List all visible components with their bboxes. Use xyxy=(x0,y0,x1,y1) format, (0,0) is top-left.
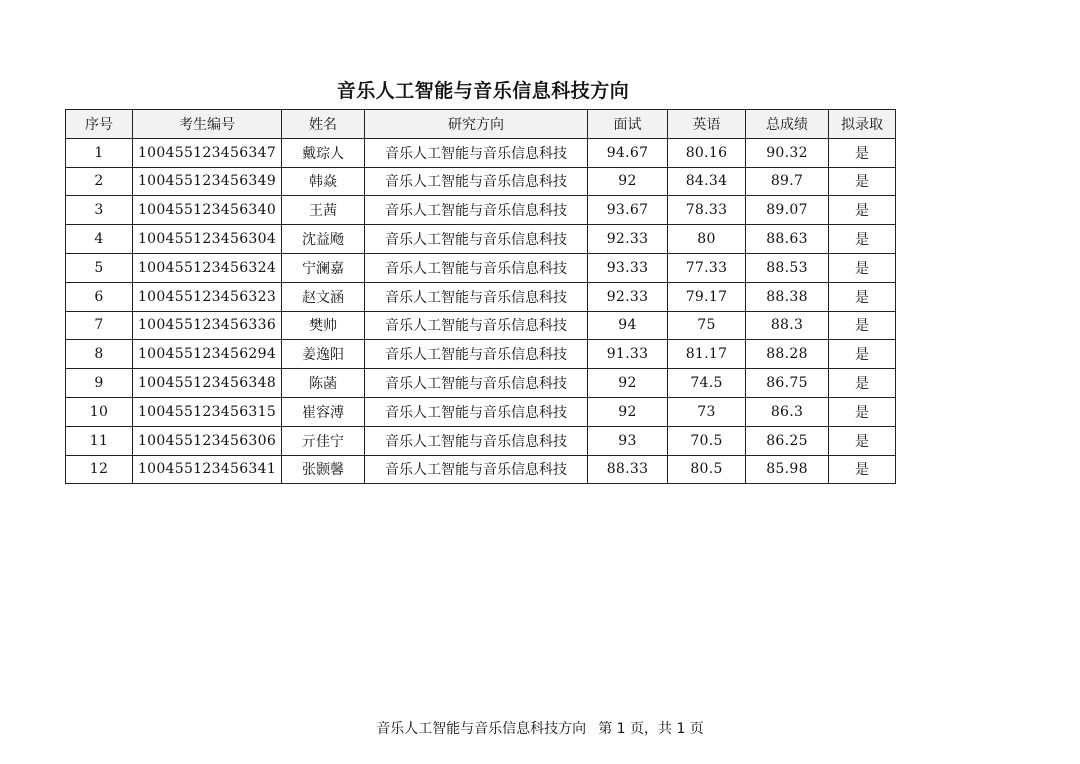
cell-name: 崔容溥 xyxy=(282,397,365,426)
cell-index: 11 xyxy=(66,426,133,455)
cell-candidate-id: 100455123456306 xyxy=(133,426,282,455)
cell-interview: 92 xyxy=(588,167,668,196)
header-row xyxy=(66,110,896,139)
cell-total-score: 90.32 xyxy=(746,138,829,167)
cell-admitted: 是 xyxy=(829,426,896,455)
table-row xyxy=(66,311,896,340)
footer-section: 音乐人工智能与音乐信息科技方向 xyxy=(376,721,587,737)
cell-index: 8 xyxy=(66,340,133,369)
cell-english: 74.5 xyxy=(668,369,746,398)
cell-research-direction: 音乐人工智能与音乐信息科技 xyxy=(365,369,588,398)
header-index: 序号 xyxy=(66,110,133,139)
table-row xyxy=(66,426,896,455)
cell-index: 1 xyxy=(66,138,133,167)
header-candidate-id: 考生编号 xyxy=(133,110,282,139)
cell-admitted: 是 xyxy=(829,369,896,398)
cell-candidate-id: 100455123456304 xyxy=(133,225,282,254)
table-row xyxy=(66,397,896,426)
cell-index: 4 xyxy=(66,225,133,254)
cell-index: 7 xyxy=(66,311,133,340)
cell-research-direction: 音乐人工智能与音乐信息科技 xyxy=(365,225,588,254)
cell-name: 赵文涵 xyxy=(282,282,365,311)
cell-english: 81.17 xyxy=(668,340,746,369)
page-footer xyxy=(0,718,1080,738)
cell-total-score: 88.3 xyxy=(746,311,829,340)
cell-index: 6 xyxy=(66,282,133,311)
cell-research-direction: 音乐人工智能与音乐信息科技 xyxy=(365,311,588,340)
cell-index: 12 xyxy=(66,455,133,484)
cell-english: 80.16 xyxy=(668,138,746,167)
cell-candidate-id: 100455123456347 xyxy=(133,138,282,167)
table-row xyxy=(66,138,896,167)
cell-name: 王茜 xyxy=(282,196,365,225)
cell-admitted: 是 xyxy=(829,397,896,426)
cell-index: 10 xyxy=(66,397,133,426)
header-english: 英语 xyxy=(668,110,746,139)
cell-admitted: 是 xyxy=(829,225,896,254)
table-body xyxy=(66,138,896,484)
cell-candidate-id: 100455123456349 xyxy=(133,167,282,196)
cell-interview: 88.33 xyxy=(588,455,668,484)
cell-name: 戴琮人 xyxy=(282,138,365,167)
table-row xyxy=(66,196,896,225)
cell-name: 张颢馨 xyxy=(282,455,365,484)
cell-interview: 92.33 xyxy=(588,282,668,311)
cell-english: 73 xyxy=(668,397,746,426)
cell-candidate-id: 100455123456341 xyxy=(133,455,282,484)
cell-name: 韩焱 xyxy=(282,167,365,196)
cell-candidate-id: 100455123456336 xyxy=(133,311,282,340)
cell-research-direction: 音乐人工智能与音乐信息科技 xyxy=(365,253,588,282)
table-row xyxy=(66,340,896,369)
cell-research-direction: 音乐人工智能与音乐信息科技 xyxy=(365,138,588,167)
cell-name: 姜逸阳 xyxy=(282,340,365,369)
cell-total-score: 89.7 xyxy=(746,167,829,196)
cell-english: 75 xyxy=(668,311,746,340)
cell-candidate-id: 100455123456294 xyxy=(133,340,282,369)
cell-candidate-id: 100455123456340 xyxy=(133,196,282,225)
cell-interview: 92 xyxy=(588,397,668,426)
cell-name: 沈益飏 xyxy=(282,225,365,254)
table-row xyxy=(66,282,896,311)
cell-research-direction: 音乐人工智能与音乐信息科技 xyxy=(365,455,588,484)
page-title: 音乐人工智能与音乐信息科技方向 xyxy=(336,80,630,102)
header-admitted: 拟录取 xyxy=(829,110,896,139)
cell-interview: 93 xyxy=(588,426,668,455)
cell-total-score: 88.63 xyxy=(746,225,829,254)
cell-admitted: 是 xyxy=(829,340,896,369)
cell-admitted: 是 xyxy=(829,455,896,484)
cell-english: 79.17 xyxy=(668,282,746,311)
cell-english: 77.33 xyxy=(668,253,746,282)
cell-admitted: 是 xyxy=(829,196,896,225)
cell-total-score: 86.25 xyxy=(746,426,829,455)
cell-research-direction: 音乐人工智能与音乐信息科技 xyxy=(365,426,588,455)
cell-research-direction: 音乐人工智能与音乐信息科技 xyxy=(365,167,588,196)
cell-research-direction: 音乐人工智能与音乐信息科技 xyxy=(365,196,588,225)
cell-interview: 92 xyxy=(588,369,668,398)
cell-index: 3 xyxy=(66,196,133,225)
cell-total-score: 86.75 xyxy=(746,369,829,398)
cell-candidate-id: 100455123456324 xyxy=(133,253,282,282)
cell-research-direction: 音乐人工智能与音乐信息科技 xyxy=(365,282,588,311)
cell-interview: 93.33 xyxy=(588,253,668,282)
table-row xyxy=(66,253,896,282)
table-row xyxy=(66,455,896,484)
cell-total-score: 85.98 xyxy=(746,455,829,484)
table-row xyxy=(66,369,896,398)
cell-english: 84.34 xyxy=(668,167,746,196)
cell-admitted: 是 xyxy=(829,282,896,311)
cell-candidate-id: 100455123456315 xyxy=(133,397,282,426)
cell-english: 80.5 xyxy=(668,455,746,484)
cell-interview: 91.33 xyxy=(588,340,668,369)
cell-total-score: 88.53 xyxy=(746,253,829,282)
cell-english: 80 xyxy=(668,225,746,254)
header-name: 姓名 xyxy=(282,110,365,139)
header-total-score: 总成绩 xyxy=(746,110,829,139)
cell-english: 78.33 xyxy=(668,196,746,225)
cell-interview: 93.67 xyxy=(588,196,668,225)
cell-name: 宁澜嘉 xyxy=(282,253,365,282)
cell-name: 樊帅 xyxy=(282,311,365,340)
cell-research-direction: 音乐人工智能与音乐信息科技 xyxy=(365,340,588,369)
cell-research-direction: 音乐人工智能与音乐信息科技 xyxy=(365,397,588,426)
cell-name: 亓佳宁 xyxy=(282,426,365,455)
cell-interview: 92.33 xyxy=(588,225,668,254)
table-row xyxy=(66,167,896,196)
cell-name: 陈菡 xyxy=(282,369,365,398)
cell-admitted: 是 xyxy=(829,167,896,196)
header-interview: 面试 xyxy=(588,110,668,139)
footer-page-info: 第 1 页，共 1 页 xyxy=(598,721,704,737)
cell-index: 5 xyxy=(66,253,133,282)
cell-interview: 94.67 xyxy=(588,138,668,167)
cell-candidate-id: 100455123456348 xyxy=(133,369,282,398)
cell-index: 2 xyxy=(66,167,133,196)
cell-candidate-id: 100455123456323 xyxy=(133,282,282,311)
cell-admitted: 是 xyxy=(829,253,896,282)
cell-index: 9 xyxy=(66,369,133,398)
admission-table xyxy=(65,109,896,484)
cell-total-score: 89.07 xyxy=(746,196,829,225)
cell-admitted: 是 xyxy=(829,311,896,340)
cell-interview: 94 xyxy=(588,311,668,340)
cell-total-score: 86.3 xyxy=(746,397,829,426)
cell-total-score: 88.28 xyxy=(746,340,829,369)
header-research-direction: 研究方向 xyxy=(365,110,588,139)
cell-admitted: 是 xyxy=(829,138,896,167)
table-row xyxy=(66,225,896,254)
cell-english: 70.5 xyxy=(668,426,746,455)
cell-total-score: 88.38 xyxy=(746,282,829,311)
